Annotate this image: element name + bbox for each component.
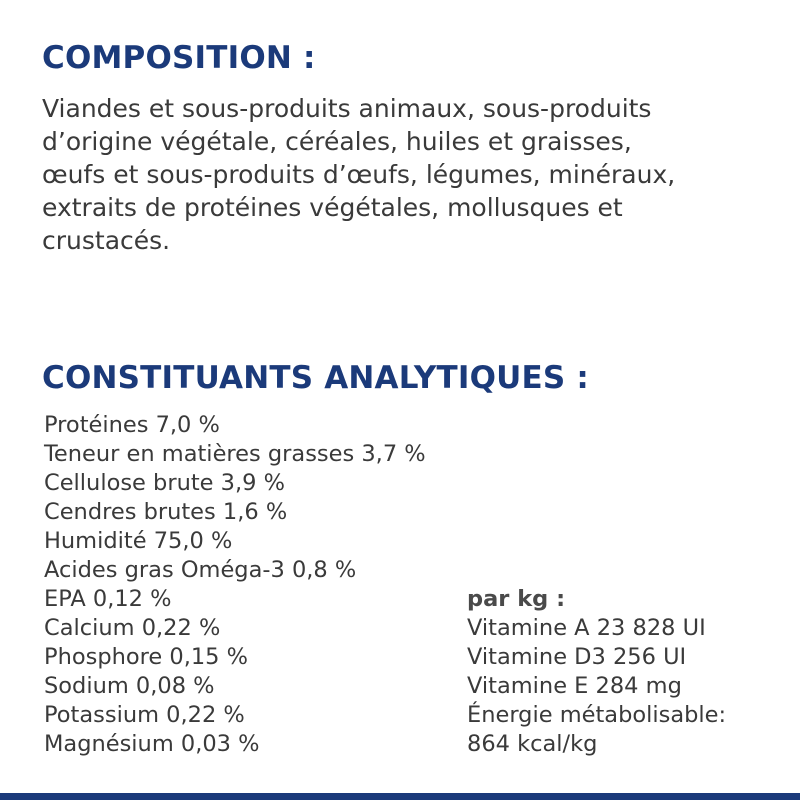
bottom-bar [0, 793, 800, 800]
analytical-item: Magnésium 0,03 % [44, 731, 260, 757]
analytical-item: Cellulose brute 3,9 % [44, 470, 285, 496]
composition-line: œufs et sous-produits d’œufs, légumes, minéraux, [42, 160, 676, 189]
analytical-item: Protéines 7,0 % [44, 412, 220, 438]
analytical-item: Humidité 75,0 % [44, 528, 233, 554]
composition-line: extraits de protéines végétales, mollusques et [42, 193, 623, 222]
composition-line: crustacés. [42, 226, 171, 255]
per-kg-item: Énergie métabolisable: [467, 702, 727, 728]
per-kg-item: 864 kcal/kg [467, 731, 598, 757]
analytical-item: Cendres brutes 1,6 % [44, 499, 288, 525]
analytical-list [44, 411, 426, 759]
composition-line: d’origine végétale, céréales, huiles et graisses, [42, 127, 632, 156]
composition-line: Viandes et sous-produits animaux, sous-produits [42, 94, 652, 123]
per-kg-title: par kg : [467, 586, 566, 612]
composition-text [42, 92, 772, 257]
analytical-item: Teneur en matières grasses 3,7 % [44, 441, 426, 467]
analytical-item: EPA 0,12 % [44, 586, 172, 612]
analytical-item: Phosphore 0,15 % [44, 644, 249, 670]
per-kg-item: Vitamine A 23 828 UI [467, 615, 706, 641]
analytical-item: Calcium 0,22 % [44, 615, 221, 641]
analytical-heading: CONSTITUANTS ANALYTIQUES : [42, 360, 590, 396]
per-kg-item: Vitamine D3 256 UI [467, 644, 687, 670]
per-kg-list [467, 585, 726, 759]
analytical-item: Sodium 0,08 % [44, 673, 215, 699]
composition-heading: COMPOSITION : [42, 40, 316, 76]
per-kg-item: Vitamine E 284 mg [467, 673, 682, 699]
analytical-item: Acides gras Oméga-3 0,8 % [44, 557, 357, 583]
analytical-item: Potassium 0,22 % [44, 702, 245, 728]
